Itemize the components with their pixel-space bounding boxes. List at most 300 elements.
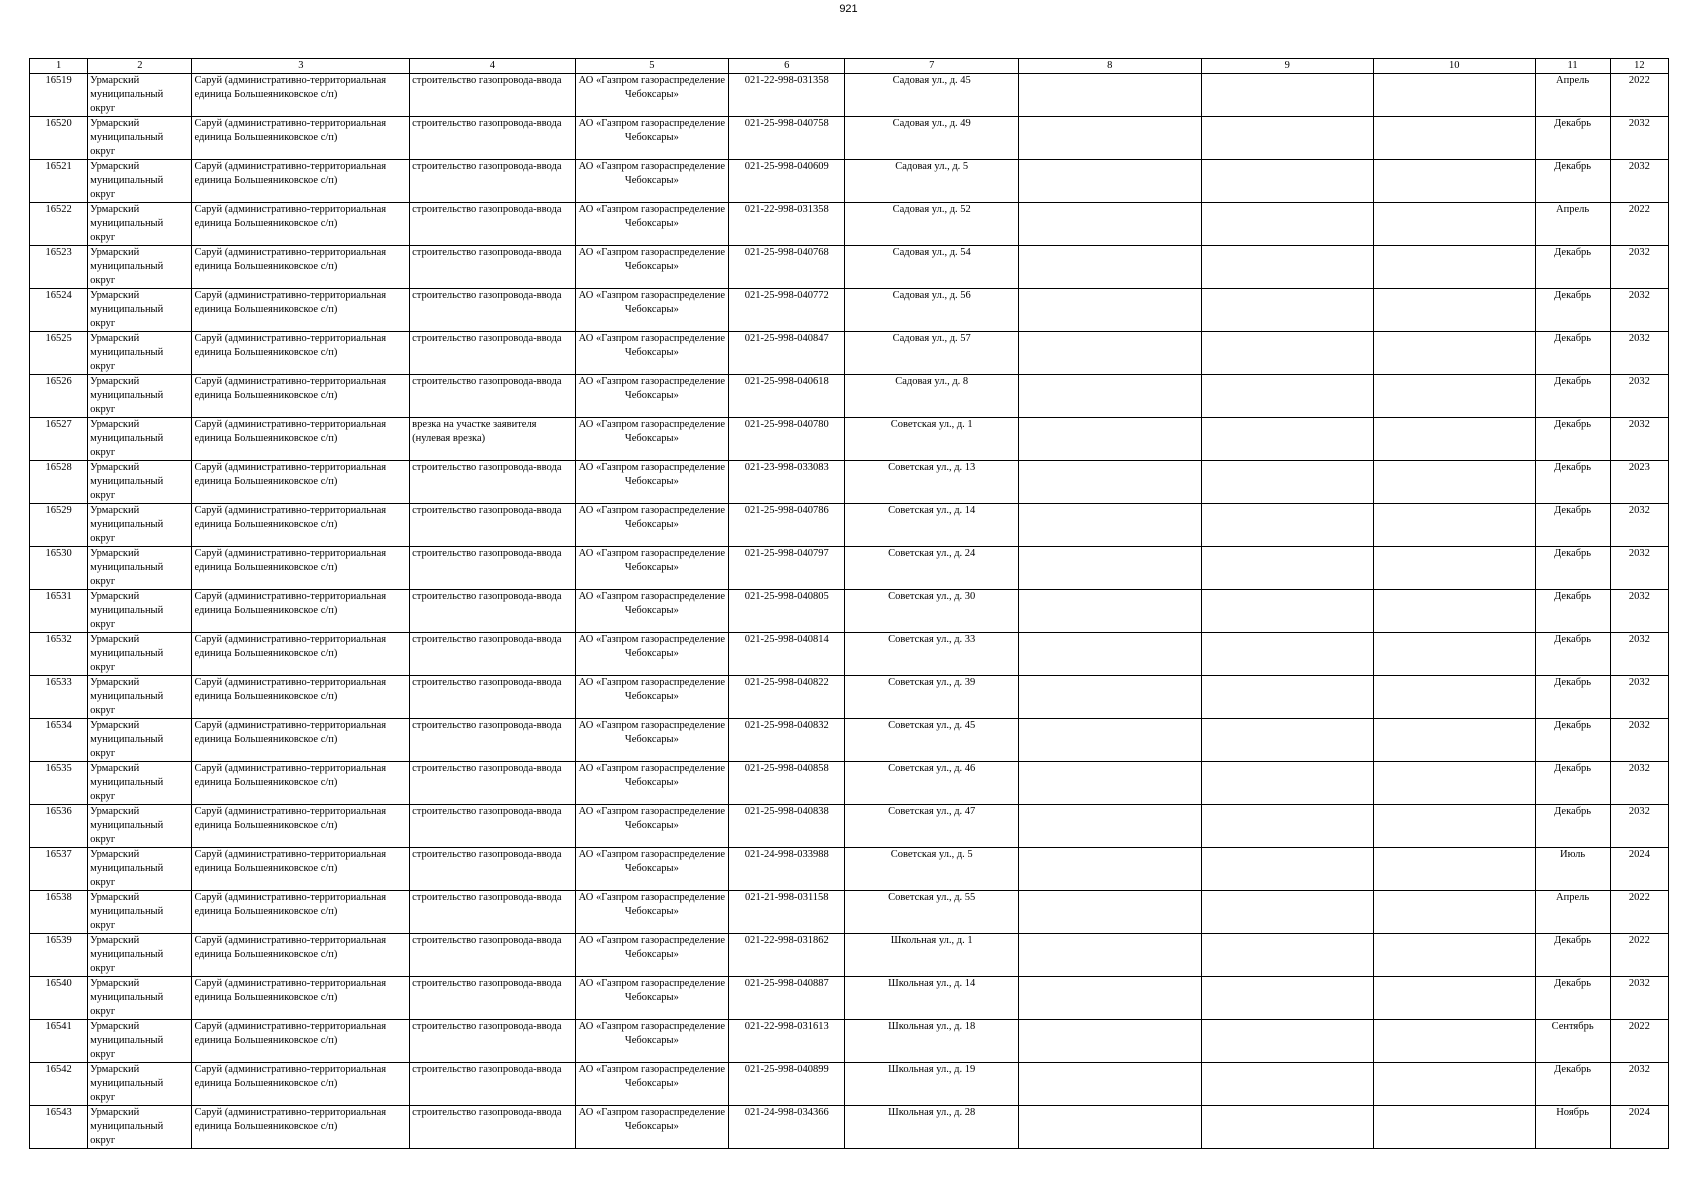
- cell-okrug: Урмарский муниципальный округ: [88, 891, 192, 934]
- cell-column-10: [1374, 1063, 1535, 1106]
- cell-settlement: Саруй (административно-территориальная единица Большеяниковское с/п): [192, 74, 410, 117]
- cell-month: Декабрь: [1535, 375, 1610, 418]
- cell-work-type: строительство газопровода-ввода: [410, 590, 576, 633]
- column-header-3: 3: [192, 59, 410, 74]
- table-row: [30, 891, 1669, 934]
- cell-column-9: [1201, 375, 1374, 418]
- cell-okrug: Урмарский муниципальный округ: [88, 1020, 192, 1063]
- cell-row-number: 16522: [30, 203, 88, 246]
- cell-column-8: [1018, 848, 1201, 891]
- table-row: [30, 633, 1669, 676]
- cell-organization: АО «Газпром газораспределение Чебоксары»: [575, 762, 728, 805]
- cell-month: Декабрь: [1535, 117, 1610, 160]
- cell-code: 021-22-998-031358: [729, 74, 845, 117]
- cell-row-number: 16540: [30, 977, 88, 1020]
- cell-year: 2024: [1610, 848, 1668, 891]
- cell-month: Декабрь: [1535, 418, 1610, 461]
- cell-column-9: [1201, 719, 1374, 762]
- cell-address: Школьная ул., д. 28: [845, 1106, 1019, 1149]
- cell-column-8: [1018, 805, 1201, 848]
- cell-column-10: [1374, 160, 1535, 203]
- cell-column-10: [1374, 633, 1535, 676]
- table-row: [30, 1063, 1669, 1106]
- cell-settlement: Саруй (административно-территориальная единица Большеяниковское с/п): [192, 676, 410, 719]
- cell-column-9: [1201, 762, 1374, 805]
- cell-code: 021-24-998-034366: [729, 1106, 845, 1149]
- cell-month: Декабрь: [1535, 332, 1610, 375]
- cell-organization: АО «Газпром газораспределение Чебоксары»: [575, 676, 728, 719]
- cell-row-number: 16528: [30, 461, 88, 504]
- cell-row-number: 16535: [30, 762, 88, 805]
- cell-column-9: [1201, 805, 1374, 848]
- cell-row-number: 16527: [30, 418, 88, 461]
- cell-okrug: Урмарский муниципальный округ: [88, 762, 192, 805]
- cell-month: Декабрь: [1535, 719, 1610, 762]
- cell-month: Декабрь: [1535, 676, 1610, 719]
- cell-okrug: Урмарский муниципальный округ: [88, 977, 192, 1020]
- cell-row-number: 16534: [30, 719, 88, 762]
- cell-year: 2032: [1610, 719, 1668, 762]
- cell-column-10: [1374, 117, 1535, 160]
- cell-organization: АО «Газпром газораспределение Чебоксары»: [575, 160, 728, 203]
- cell-month: Декабрь: [1535, 160, 1610, 203]
- cell-column-9: [1201, 934, 1374, 977]
- cell-code: 021-25-998-040887: [729, 977, 845, 1020]
- cell-work-type: строительство газопровода-ввода: [410, 676, 576, 719]
- cell-code: 021-25-998-040768: [729, 246, 845, 289]
- cell-column-8: [1018, 246, 1201, 289]
- cell-column-8: [1018, 934, 1201, 977]
- cell-row-number: 16539: [30, 934, 88, 977]
- cell-work-type: строительство газопровода-ввода: [410, 547, 576, 590]
- cell-address: Советская ул., д. 47: [845, 805, 1019, 848]
- cell-work-type: строительство газопровода-ввода: [410, 719, 576, 762]
- cell-column-8: [1018, 461, 1201, 504]
- cell-year: 2024: [1610, 1106, 1668, 1149]
- cell-okrug: Урмарский муниципальный округ: [88, 547, 192, 590]
- cell-settlement: Саруй (административно-территориальная единица Большеяниковское с/п): [192, 719, 410, 762]
- cell-column-8: [1018, 762, 1201, 805]
- table-row: [30, 934, 1669, 977]
- cell-year: 2022: [1610, 934, 1668, 977]
- cell-okrug: Урмарский муниципальный округ: [88, 117, 192, 160]
- cell-code: 021-25-998-040758: [729, 117, 845, 160]
- cell-column-9: [1201, 1020, 1374, 1063]
- cell-column-9: [1201, 461, 1374, 504]
- column-header-5: 5: [575, 59, 728, 74]
- cell-column-9: [1201, 246, 1374, 289]
- cell-address: Советская ул., д. 33: [845, 633, 1019, 676]
- cell-year: 2022: [1610, 203, 1668, 246]
- cell-column-9: [1201, 676, 1374, 719]
- cell-column-10: [1374, 203, 1535, 246]
- cell-month: Ноябрь: [1535, 1106, 1610, 1149]
- table-row: [30, 547, 1669, 590]
- cell-code: 021-25-998-040772: [729, 289, 845, 332]
- cell-column-8: [1018, 289, 1201, 332]
- cell-code: 021-25-998-040822: [729, 676, 845, 719]
- cell-organization: АО «Газпром газораспределение Чебоксары»: [575, 805, 728, 848]
- cell-work-type: строительство газопровода-ввода: [410, 1106, 576, 1149]
- table-body: [30, 74, 1669, 1149]
- cell-row-number: 16520: [30, 117, 88, 160]
- cell-work-type: строительство газопровода-ввода: [410, 934, 576, 977]
- cell-column-9: [1201, 891, 1374, 934]
- table-row: [30, 1020, 1669, 1063]
- cell-work-type: строительство газопровода-ввода: [410, 203, 576, 246]
- cell-column-9: [1201, 418, 1374, 461]
- cell-column-9: [1201, 547, 1374, 590]
- column-header-10: 10: [1374, 59, 1535, 74]
- cell-column-10: [1374, 590, 1535, 633]
- cell-year: 2032: [1610, 418, 1668, 461]
- cell-organization: АО «Газпром газораспределение Чебоксары»: [575, 504, 728, 547]
- table-row: [30, 805, 1669, 848]
- cell-year: 2032: [1610, 504, 1668, 547]
- cell-row-number: 16521: [30, 160, 88, 203]
- cell-column-8: [1018, 375, 1201, 418]
- cell-address: Садовая ул., д. 56: [845, 289, 1019, 332]
- cell-okrug: Урмарский муниципальный округ: [88, 719, 192, 762]
- cell-column-8: [1018, 74, 1201, 117]
- cell-organization: АО «Газпром газораспределение Чебоксары»: [575, 719, 728, 762]
- page-number: 921: [839, 3, 858, 15]
- cell-column-8: [1018, 547, 1201, 590]
- cell-settlement: Саруй (административно-территориальная единица Большеяниковское с/п): [192, 762, 410, 805]
- cell-month: Декабрь: [1535, 590, 1610, 633]
- cell-okrug: Урмарский муниципальный округ: [88, 590, 192, 633]
- cell-row-number: 16524: [30, 289, 88, 332]
- cell-column-8: [1018, 117, 1201, 160]
- cell-work-type: строительство газопровода-ввода: [410, 1020, 576, 1063]
- cell-column-10: [1374, 805, 1535, 848]
- cell-work-type: строительство газопровода-ввода: [410, 805, 576, 848]
- cell-column-10: [1374, 547, 1535, 590]
- cell-work-type: строительство газопровода-ввода: [410, 375, 576, 418]
- cell-column-8: [1018, 203, 1201, 246]
- cell-column-8: [1018, 1020, 1201, 1063]
- cell-column-10: [1374, 246, 1535, 289]
- cell-year: 2022: [1610, 1020, 1668, 1063]
- cell-month: Декабрь: [1535, 547, 1610, 590]
- column-header-4: 4: [410, 59, 576, 74]
- registry-table: [29, 58, 1669, 1149]
- cell-address: Советская ул., д. 13: [845, 461, 1019, 504]
- cell-okrug: Урмарский муниципальный округ: [88, 1106, 192, 1149]
- cell-column-8: [1018, 977, 1201, 1020]
- cell-row-number: 16525: [30, 332, 88, 375]
- cell-okrug: Урмарский муниципальный округ: [88, 805, 192, 848]
- cell-month: Декабрь: [1535, 805, 1610, 848]
- cell-year: 2022: [1610, 74, 1668, 117]
- cell-address: Садовая ул., д. 45: [845, 74, 1019, 117]
- column-header-7: 7: [845, 59, 1019, 74]
- cell-month: Декабрь: [1535, 289, 1610, 332]
- cell-address: Садовая ул., д. 8: [845, 375, 1019, 418]
- cell-code: 021-25-998-040814: [729, 633, 845, 676]
- table-row: [30, 504, 1669, 547]
- table-row: [30, 590, 1669, 633]
- table-row: [30, 418, 1669, 461]
- cell-year: 2023: [1610, 461, 1668, 504]
- cell-column-9: [1201, 848, 1374, 891]
- cell-month: Декабрь: [1535, 762, 1610, 805]
- cell-column-8: [1018, 160, 1201, 203]
- cell-code: 021-25-998-040797: [729, 547, 845, 590]
- table-row: [30, 762, 1669, 805]
- cell-address: Школьная ул., д. 1: [845, 934, 1019, 977]
- cell-settlement: Саруй (административно-территориальная единица Большеяниковское с/п): [192, 375, 410, 418]
- cell-organization: АО «Газпром газораспределение Чебоксары»: [575, 418, 728, 461]
- cell-column-10: [1374, 719, 1535, 762]
- cell-column-9: [1201, 977, 1374, 1020]
- cell-column-8: [1018, 633, 1201, 676]
- cell-okrug: Урмарский муниципальный округ: [88, 74, 192, 117]
- cell-settlement: Саруй (административно-территориальная единица Большеяниковское с/п): [192, 289, 410, 332]
- cell-column-10: [1374, 762, 1535, 805]
- cell-code: 021-25-998-040838: [729, 805, 845, 848]
- cell-column-9: [1201, 1063, 1374, 1106]
- cell-month: Сентябрь: [1535, 1020, 1610, 1063]
- cell-column-10: [1374, 977, 1535, 1020]
- cell-settlement: Саруй (административно-территориальная единица Большеяниковское с/п): [192, 203, 410, 246]
- cell-address: Советская ул., д. 39: [845, 676, 1019, 719]
- cell-organization: АО «Газпром газораспределение Чебоксары»: [575, 590, 728, 633]
- cell-row-number: 16533: [30, 676, 88, 719]
- cell-code: 021-25-998-040618: [729, 375, 845, 418]
- cell-okrug: Урмарский муниципальный округ: [88, 504, 192, 547]
- table-row: [30, 848, 1669, 891]
- cell-column-8: [1018, 1063, 1201, 1106]
- table-row: [30, 676, 1669, 719]
- cell-year: 2032: [1610, 1063, 1668, 1106]
- cell-year: 2032: [1610, 633, 1668, 676]
- cell-work-type: врезка на участке заявителя (нулевая врезка): [410, 418, 576, 461]
- cell-okrug: Урмарский муниципальный округ: [88, 633, 192, 676]
- column-header-9: 9: [1201, 59, 1374, 74]
- cell-column-10: [1374, 1020, 1535, 1063]
- cell-month: Апрель: [1535, 891, 1610, 934]
- cell-column-10: [1374, 375, 1535, 418]
- cell-okrug: Урмарский муниципальный округ: [88, 289, 192, 332]
- cell-row-number: 16532: [30, 633, 88, 676]
- column-header-11: 11: [1535, 59, 1610, 74]
- table-row: [30, 117, 1669, 160]
- cell-month: Декабрь: [1535, 633, 1610, 676]
- cell-month: Декабрь: [1535, 977, 1610, 1020]
- cell-work-type: строительство газопровода-ввода: [410, 891, 576, 934]
- cell-okrug: Урмарский муниципальный округ: [88, 375, 192, 418]
- cell-column-10: [1374, 504, 1535, 547]
- cell-settlement: Саруй (административно-территориальная единица Большеяниковское с/п): [192, 504, 410, 547]
- cell-code: 021-24-998-033988: [729, 848, 845, 891]
- cell-year: 2032: [1610, 375, 1668, 418]
- cell-organization: АО «Газпром газораспределение Чебоксары»: [575, 1106, 728, 1149]
- cell-okrug: Урмарский муниципальный округ: [88, 676, 192, 719]
- cell-row-number: 16537: [30, 848, 88, 891]
- cell-column-10: [1374, 461, 1535, 504]
- cell-column-10: [1374, 289, 1535, 332]
- cell-organization: АО «Газпром газораспределение Чебоксары»: [575, 246, 728, 289]
- cell-column-10: [1374, 934, 1535, 977]
- cell-column-9: [1201, 74, 1374, 117]
- cell-code: 021-25-998-040832: [729, 719, 845, 762]
- cell-organization: АО «Газпром газораспределение Чебоксары»: [575, 117, 728, 160]
- cell-column-8: [1018, 1106, 1201, 1149]
- cell-okrug: Урмарский муниципальный округ: [88, 332, 192, 375]
- cell-organization: АО «Газпром газораспределение Чебоксары»: [575, 977, 728, 1020]
- cell-month: Декабрь: [1535, 461, 1610, 504]
- cell-settlement: Саруй (административно-территориальная единица Большеяниковское с/п): [192, 805, 410, 848]
- column-header-1: 1: [30, 59, 88, 74]
- cell-settlement: Саруй (административно-территориальная единица Большеяниковское с/п): [192, 547, 410, 590]
- cell-column-8: [1018, 332, 1201, 375]
- cell-year: 2022: [1610, 891, 1668, 934]
- cell-column-8: [1018, 590, 1201, 633]
- cell-year: 2032: [1610, 762, 1668, 805]
- cell-organization: АО «Газпром газораспределение Чебоксары»: [575, 289, 728, 332]
- cell-settlement: Саруй (административно-территориальная единица Большеяниковское с/п): [192, 977, 410, 1020]
- cell-month: Декабрь: [1535, 504, 1610, 547]
- cell-column-9: [1201, 504, 1374, 547]
- cell-address: Советская ул., д. 30: [845, 590, 1019, 633]
- cell-settlement: Саруй (административно-территориальная единица Большеяниковское с/п): [192, 633, 410, 676]
- cell-settlement: Саруй (административно-территориальная единица Большеяниковское с/п): [192, 246, 410, 289]
- cell-year: 2032: [1610, 590, 1668, 633]
- cell-address: Советская ул., д. 24: [845, 547, 1019, 590]
- cell-work-type: строительство газопровода-ввода: [410, 762, 576, 805]
- cell-code: 021-25-998-040847: [729, 332, 845, 375]
- table-row: [30, 74, 1669, 117]
- cell-settlement: Саруй (административно-территориальная единица Большеяниковское с/п): [192, 934, 410, 977]
- cell-address: Садовая ул., д. 57: [845, 332, 1019, 375]
- cell-code: 021-25-998-040899: [729, 1063, 845, 1106]
- cell-okrug: Урмарский муниципальный округ: [88, 246, 192, 289]
- cell-month: Апрель: [1535, 74, 1610, 117]
- cell-row-number: 16541: [30, 1020, 88, 1063]
- cell-settlement: Саруй (административно-территориальная единица Большеяниковское с/п): [192, 590, 410, 633]
- cell-address: Советская ул., д. 14: [845, 504, 1019, 547]
- cell-okrug: Урмарский муниципальный округ: [88, 418, 192, 461]
- cell-month: Апрель: [1535, 203, 1610, 246]
- cell-code: 021-25-998-040805: [729, 590, 845, 633]
- cell-code: 021-25-998-040858: [729, 762, 845, 805]
- cell-row-number: 16523: [30, 246, 88, 289]
- cell-row-number: 16529: [30, 504, 88, 547]
- table-row: [30, 289, 1669, 332]
- cell-work-type: строительство газопровода-ввода: [410, 289, 576, 332]
- cell-column-9: [1201, 332, 1374, 375]
- cell-work-type: строительство газопровода-ввода: [410, 246, 576, 289]
- cell-column-8: [1018, 418, 1201, 461]
- cell-month: Декабрь: [1535, 246, 1610, 289]
- cell-settlement: Саруй (административно-территориальная единица Большеяниковское с/п): [192, 848, 410, 891]
- cell-column-10: [1374, 74, 1535, 117]
- cell-column-10: [1374, 848, 1535, 891]
- cell-code: 021-21-998-031158: [729, 891, 845, 934]
- cell-okrug: Урмарский муниципальный округ: [88, 848, 192, 891]
- cell-address: Школьная ул., д. 18: [845, 1020, 1019, 1063]
- cell-organization: АО «Газпром газораспределение Чебоксары»: [575, 891, 728, 934]
- cell-settlement: Саруй (административно-территориальная единица Большеяниковское с/п): [192, 418, 410, 461]
- cell-year: 2032: [1610, 289, 1668, 332]
- cell-year: 2032: [1610, 547, 1668, 590]
- cell-settlement: Саруй (административно-территориальная единица Большеяниковское с/п): [192, 461, 410, 504]
- column-header-8: 8: [1018, 59, 1201, 74]
- cell-organization: АО «Газпром газораспределение Чебоксары»: [575, 461, 728, 504]
- cell-year: 2032: [1610, 332, 1668, 375]
- cell-month: Декабрь: [1535, 934, 1610, 977]
- cell-column-9: [1201, 203, 1374, 246]
- cell-okrug: Урмарский муниципальный округ: [88, 160, 192, 203]
- cell-settlement: Саруй (административно-территориальная единица Большеяниковское с/п): [192, 332, 410, 375]
- table-row: [30, 977, 1669, 1020]
- cell-address: Садовая ул., д. 54: [845, 246, 1019, 289]
- column-header-2: 2: [88, 59, 192, 74]
- cell-row-number: 16519: [30, 74, 88, 117]
- cell-work-type: строительство газопровода-ввода: [410, 848, 576, 891]
- cell-address: Советская ул., д. 1: [845, 418, 1019, 461]
- cell-code: 021-25-998-040786: [729, 504, 845, 547]
- cell-row-number: 16526: [30, 375, 88, 418]
- table-row: [30, 203, 1669, 246]
- cell-address: Советская ул., д. 5: [845, 848, 1019, 891]
- table-row: [30, 461, 1669, 504]
- cell-month: Июль: [1535, 848, 1610, 891]
- cell-organization: АО «Газпром газораспределение Чебоксары»: [575, 332, 728, 375]
- table-row: [30, 160, 1669, 203]
- table-row: [30, 1106, 1669, 1149]
- cell-work-type: строительство газопровода-ввода: [410, 332, 576, 375]
- column-header-12: 12: [1610, 59, 1668, 74]
- cell-column-8: [1018, 891, 1201, 934]
- cell-organization: АО «Газпром газораспределение Чебоксары»: [575, 74, 728, 117]
- header-row: [30, 59, 1669, 74]
- cell-okrug: Урмарский муниципальный округ: [88, 461, 192, 504]
- cell-code: 021-22-998-031613: [729, 1020, 845, 1063]
- cell-code: 021-22-998-031862: [729, 934, 845, 977]
- cell-organization: АО «Газпром газораспределение Чебоксары»: [575, 848, 728, 891]
- cell-row-number: 16536: [30, 805, 88, 848]
- cell-code: 021-25-998-040780: [729, 418, 845, 461]
- cell-column-8: [1018, 719, 1201, 762]
- cell-work-type: строительство газопровода-ввода: [410, 1063, 576, 1106]
- cell-month: Декабрь: [1535, 1063, 1610, 1106]
- cell-year: 2032: [1610, 805, 1668, 848]
- table-row: [30, 332, 1669, 375]
- cell-row-number: 16543: [30, 1106, 88, 1149]
- cell-address: Садовая ул., д. 5: [845, 160, 1019, 203]
- cell-work-type: строительство газопровода-ввода: [410, 160, 576, 203]
- cell-year: 2032: [1610, 676, 1668, 719]
- cell-work-type: строительство газопровода-ввода: [410, 74, 576, 117]
- cell-column-9: [1201, 117, 1374, 160]
- cell-address: Советская ул., д. 55: [845, 891, 1019, 934]
- cell-row-number: 16538: [30, 891, 88, 934]
- cell-organization: АО «Газпром газораспределение Чебоксары»: [575, 203, 728, 246]
- cell-organization: АО «Газпром газораспределение Чебоксары»: [575, 1063, 728, 1106]
- cell-column-9: [1201, 1106, 1374, 1149]
- cell-row-number: 16530: [30, 547, 88, 590]
- table-row: [30, 375, 1669, 418]
- table-row: [30, 246, 1669, 289]
- cell-code: 021-25-998-040609: [729, 160, 845, 203]
- column-header-6: 6: [729, 59, 845, 74]
- cell-column-8: [1018, 676, 1201, 719]
- cell-work-type: строительство газопровода-ввода: [410, 504, 576, 547]
- cell-address: Садовая ул., д. 52: [845, 203, 1019, 246]
- cell-column-9: [1201, 160, 1374, 203]
